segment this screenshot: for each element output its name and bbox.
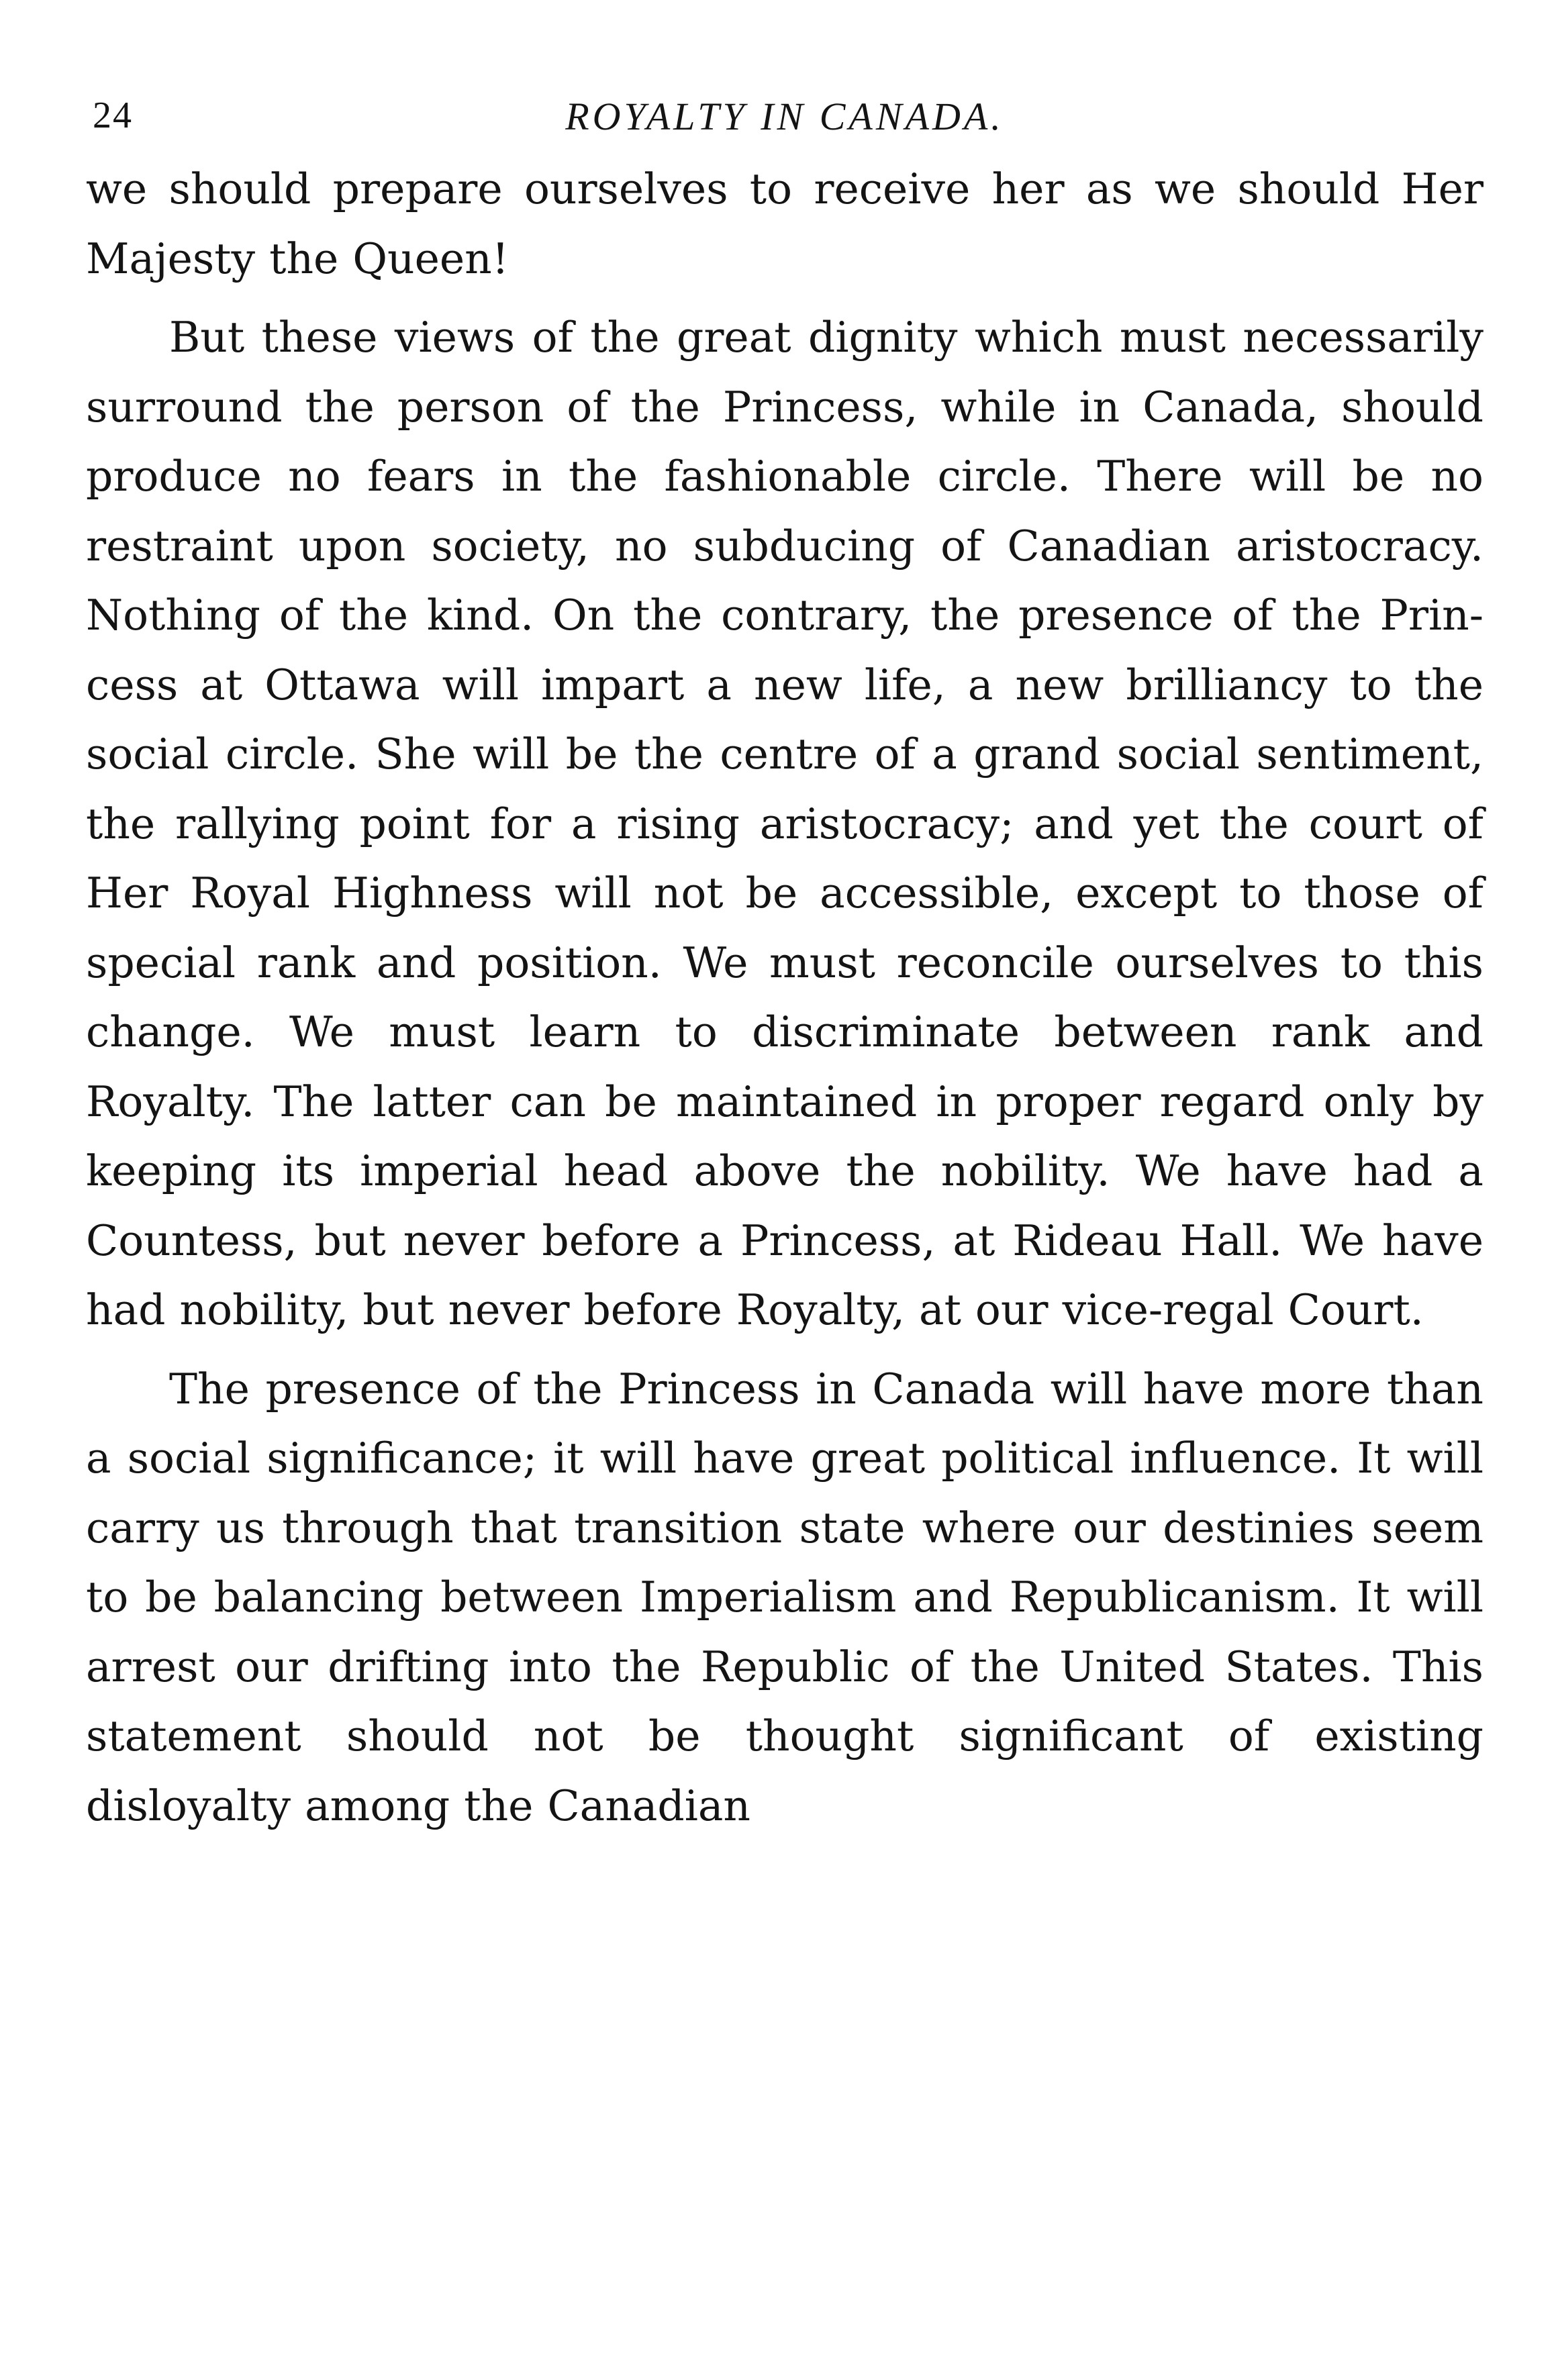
book-page — [86, 74, 1484, 1840]
running-title: ROYALTY IN CANADA. — [565, 95, 1004, 138]
page-number: 24 — [93, 95, 133, 136]
paragraph: The presence of the Princess in Canada will have more than a social significance; it will have great political influence. It will carry us through that transition state where our destinies seem to be balancing between Imperialism and Republicanism. It will arrest our drifting into the Republic of the United States. This statement should not be thought significant of existing disloyalty among the Canadian — [86, 1364, 1484, 1830]
body-text — [86, 154, 1484, 1840]
paragraph: But these views of the great dignity which must necessarily surround the person of the Princess, while in Canada, should produce no fears in the fashionable circle. There will be no restraint upon society, no subducing of Canadian aristocracy. Nothing of the kind. On the contrary, the presence of the Princess at Ottawa will impart a new life, a new brilliancy to the social circle. She will be the centre of a grand social sentiment, the rallying point for a rising aristocracy; and yet the court of Her Royal Highness will not be accessible, except to those of special rank and position. We must reconcile ourselves to this change. We must learn to discriminate between rank and Royalty. The latter can be maintained in proper regard only by keeping its imperial head above the nobility. We have had a Countess, but never before a Princess, at Rideau Hall. We have had nobility, but never before Royalty, at our vice-regal Court. — [86, 313, 1484, 1334]
running-head — [86, 74, 1484, 154]
paragraph-continued: we should prepare ourselves to receive her as we should Her Majesty the Queen! — [86, 164, 1484, 283]
